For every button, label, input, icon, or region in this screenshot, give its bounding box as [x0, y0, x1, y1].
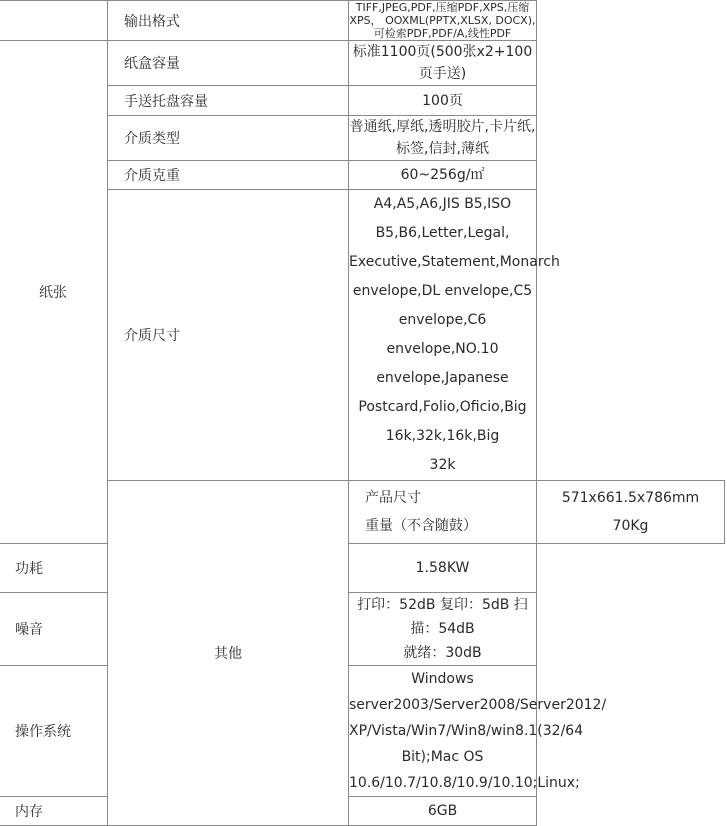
spec-label-line: 重量（不含随鼓）	[365, 518, 477, 534]
value-line: Postcard,Folio,Oficio,Big 16k,32k,16k,Big	[358, 399, 527, 444]
table-row	[0, 41, 725, 86]
category-cell	[0, 1, 108, 41]
table-row	[0, 86, 725, 116]
table-row	[0, 190, 725, 481]
spec-value: 100页	[349, 86, 537, 116]
spec-value: 1.58KW	[349, 544, 537, 593]
spec-value	[349, 666, 607, 797]
spec-label-line: 产品尺寸	[365, 490, 421, 506]
spec-label: 手送托盘容量	[108, 86, 349, 116]
value-line: 571x661.5x786mm	[561, 490, 700, 506]
value-line: Executive,Statement,Monarch envelope,DL envelope,C5	[349, 254, 560, 299]
spec-value	[537, 481, 725, 544]
spec-label: 操作系统	[0, 666, 108, 797]
spec-value: TIFF,JPEG,PDF,压缩PDF,XPS,压缩XPS， OOXML(PPTX,XLSX, DOCX),可检索PDF,PDF/A,线性PDF	[349, 1, 536, 40]
spec-value: 标准1100页(500张x2+100页手送)	[349, 41, 537, 86]
value-line: Windows server2003/Server2008/Server2012/	[349, 671, 607, 713]
spec-label: 内存	[0, 797, 108, 826]
value-line: 10.6/10.7/10.8/10.9/10.10;Linux;	[349, 775, 580, 791]
table-row	[0, 116, 725, 161]
value-line: A4,A5,A6,JIS B5,ISO B5,B6,Letter,Legal,	[373, 196, 512, 241]
spec-label: 介质克重	[108, 161, 349, 190]
spec-label: 功耗	[0, 544, 108, 593]
category-paper: 纸张	[0, 41, 108, 544]
value-line: 就绪：30dB	[403, 645, 482, 661]
table-row	[0, 1, 725, 41]
spec-label: 纸盒容量	[108, 41, 349, 86]
table-row	[0, 161, 725, 190]
spec-value: 6GB	[349, 797, 537, 826]
spec-label: 介质尺寸	[108, 190, 349, 481]
table-row	[0, 481, 725, 544]
spec-label: 噪音	[0, 593, 108, 666]
spec-value	[349, 190, 560, 481]
spec-value	[349, 593, 537, 666]
value-line: 70Kg	[612, 518, 649, 534]
spec-value: 60~256g/㎡	[349, 161, 537, 190]
spec-label: 介质类型	[108, 116, 349, 161]
value-line: 32k	[429, 457, 456, 473]
spec-label	[349, 481, 537, 544]
category-other: 其他	[108, 481, 349, 826]
spec-value: 普通纸,厚纸,透明胶片,卡片纸,标签,信封,薄纸	[349, 116, 537, 161]
value-line: 打印：52dB 复印：5dB 扫描：54dB	[357, 597, 528, 637]
spec-label: 输出格式	[108, 1, 349, 41]
value-line: envelope,C6 envelope,NO.10 envelope,Japanese	[376, 312, 509, 386]
value-line: XP/Vista/Win7/Win8/win8.1(32/64 Bit);Mac OS	[349, 723, 584, 765]
